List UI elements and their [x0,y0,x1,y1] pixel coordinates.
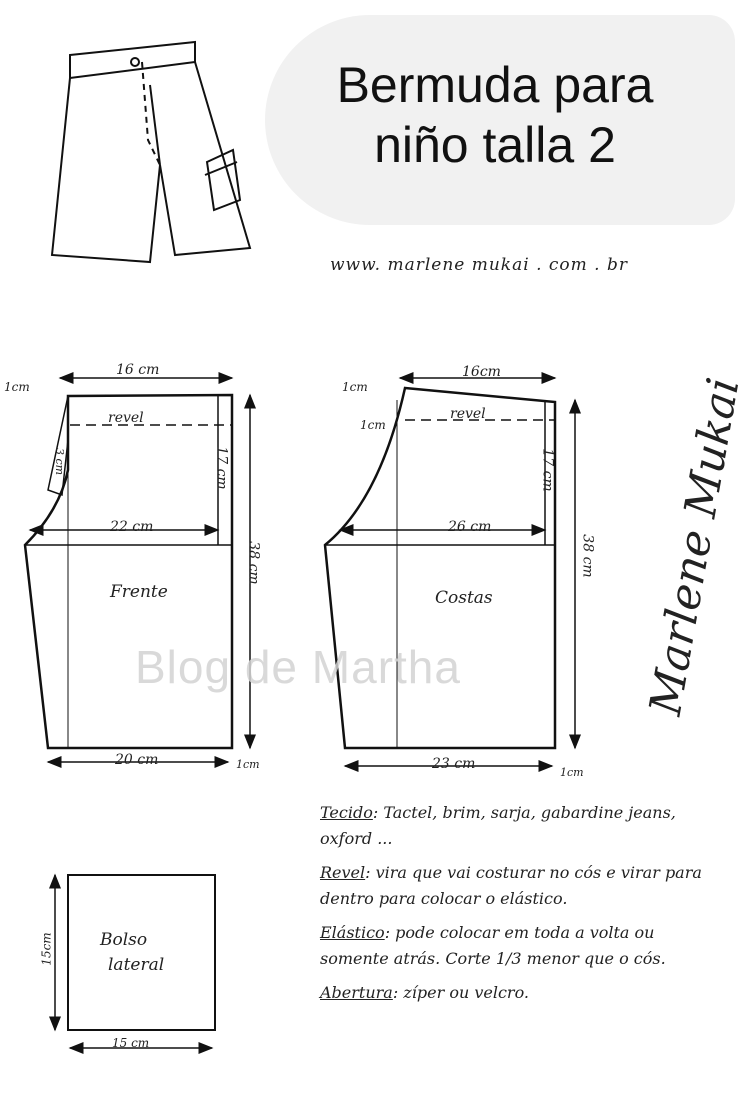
front-waist-drop-label: 1cm [4,380,30,394]
note-elastico [320,920,715,972]
front-piece-name: Frente [110,582,168,602]
website-text: www. marlene mukai . com . br [330,255,628,275]
back-length-label: 38 cm [579,534,596,578]
front-fly-label: 3 cm [53,447,67,476]
note-text: : vira que vai costurar no cós e virar para dentro para colocar o elástico. [320,863,702,908]
note-text: : Tactel, brim, sarja, gabardine jeans, oxford ... [320,803,676,848]
back-hem-offset-label: 1cm [560,766,584,779]
pocket-name-line-1: Bolso [100,930,148,950]
front-hip-width-label: 22 cm [110,519,154,535]
back-revel-label: revel [450,406,486,422]
title-line-2: niño talla 2 [374,117,616,173]
note-revel [320,860,715,912]
pocket-name-line-2: lateral [108,955,165,975]
note-key: Elástico [320,923,385,942]
front-top-width-label: 16 cm [116,362,160,378]
back-hip-depth-label: 17 cm [539,448,556,492]
pocket-height-label: 15cm [39,932,54,966]
pocket-width-label: 15 cm [112,1036,150,1050]
note-key: Revel [320,863,366,882]
signature: Marlene Mukai [640,374,749,719]
back-piece-name: Costas [435,588,493,608]
front-pattern [25,378,250,762]
note-text: : zíper ou velcro. [392,983,530,1002]
front-length-label: 38 cm [245,541,262,585]
watermark: Blog de Martha [135,641,461,693]
front-hip-depth-label: 17 cm [213,446,230,490]
front-revel-label: revel [108,410,144,426]
back-waist-rise-label: 1cm [342,380,368,394]
back-pattern [325,378,575,766]
note-abertura [320,980,715,1006]
back-hem-width-label: 23 cm [432,756,476,772]
back-waist-offset-label: 1cm [360,418,386,432]
note-text: : pode colocar em toda a volta ou somente atrás. Corte 1/3 menor que o cós. [320,923,666,968]
back-top-width-label: 16cm [462,364,501,380]
front-hem-width-label: 20 cm [115,752,159,768]
back-hip-width-label: 26 cm [448,519,492,535]
note-key: Abertura [320,983,393,1002]
shorts-illustration [52,42,250,262]
note-key: Tecido [320,803,373,822]
notes [320,800,715,1014]
front-hem-offset-label: 1cm [236,758,260,771]
title-line-1: Bermuda para [336,57,654,113]
note-tecido [320,800,715,852]
